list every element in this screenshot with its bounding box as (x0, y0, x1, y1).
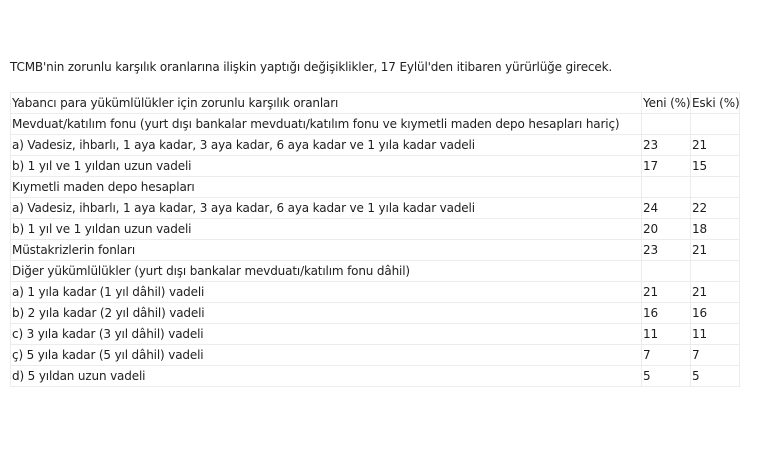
table-row (11, 345, 740, 366)
table-row (11, 156, 740, 177)
row-yeni-cell: 24 (642, 198, 691, 219)
row-label-cell: ç) 5 yıla kadar (5 yıl dâhil) vadeli (11, 345, 642, 366)
row-eski-cell: 15 (691, 156, 740, 177)
table-row (11, 177, 740, 198)
row-eski-cell (691, 261, 740, 282)
row-label-cell: b) 2 yıla kadar (2 yıl dâhil) vadeli (11, 303, 642, 324)
table-row (11, 135, 740, 156)
row-label-cell: Müstakrizlerin fonları (11, 240, 642, 261)
table-row (11, 198, 740, 219)
row-yeni-cell: 23 (642, 240, 691, 261)
table-header-row (11, 93, 740, 114)
row-yeni-cell: 11 (642, 324, 691, 345)
table-row (11, 261, 740, 282)
table-row (11, 324, 740, 345)
reserve-rates-table (10, 92, 740, 387)
header-eski-cell: Eski (%) (691, 93, 740, 114)
row-eski-cell: 21 (691, 240, 740, 261)
row-label-cell: d) 5 yıldan uzun vadeli (11, 366, 642, 387)
table-row (11, 303, 740, 324)
row-yeni-cell: 16 (642, 303, 691, 324)
row-yeni-cell: 21 (642, 282, 691, 303)
row-label-cell: a) Vadesiz, ihbarlı, 1 aya kadar, 3 aya kadar, 6 aya kadar ve 1 yıla kadar vadeli (11, 198, 642, 219)
table-row (11, 240, 740, 261)
row-eski-cell: 21 (691, 282, 740, 303)
header-label-cell: Yabancı para yükümlülükler için zorunlu karşılık oranları (11, 93, 642, 114)
row-eski-cell: 5 (691, 366, 740, 387)
table-row (11, 366, 740, 387)
row-eski-cell: 11 (691, 324, 740, 345)
row-eski-cell (691, 114, 740, 135)
row-eski-cell: 22 (691, 198, 740, 219)
row-yeni-cell: 7 (642, 345, 691, 366)
page-title: TCMB'nin zorunlu karşılık oranlarına ilişkin yaptığı değişiklikler, 17 Eylül'den itibaren yürürlüğe girecek. (10, 60, 613, 74)
row-label-cell: Mevduat/katılım fonu (yurt dışı bankalar mevduatı/katılım fonu ve kıymetli maden depo hesapları hariç) (11, 114, 642, 135)
row-label-cell: b) 1 yıl ve 1 yıldan uzun vadeli (11, 219, 642, 240)
table-row (11, 114, 740, 135)
row-eski-cell: 18 (691, 219, 740, 240)
row-label-cell: Diğer yükümlülükler (yurt dışı bankalar mevduatı/katılım fonu dâhil) (11, 261, 642, 282)
row-yeni-cell (642, 114, 691, 135)
row-label-cell: a) Vadesiz, ihbarlı, 1 aya kadar, 3 aya kadar, 6 aya kadar ve 1 yıla kadar vadeli (11, 135, 642, 156)
table-row (11, 219, 740, 240)
row-yeni-cell (642, 261, 691, 282)
row-label-cell: a) 1 yıla kadar (1 yıl dâhil) vadeli (11, 282, 642, 303)
row-eski-cell: 16 (691, 303, 740, 324)
row-label-cell: b) 1 yıl ve 1 yıldan uzun vadeli (11, 156, 642, 177)
row-yeni-cell: 20 (642, 219, 691, 240)
row-eski-cell: 7 (691, 345, 740, 366)
row-eski-cell (691, 177, 740, 198)
table-row (11, 282, 740, 303)
row-yeni-cell: 5 (642, 366, 691, 387)
row-label-cell: Kıymetli maden depo hesapları (11, 177, 642, 198)
row-label-cell: c) 3 yıla kadar (3 yıl dâhil) vadeli (11, 324, 642, 345)
header-yeni-cell: Yeni (%) (642, 93, 691, 114)
row-yeni-cell (642, 177, 691, 198)
row-eski-cell: 21 (691, 135, 740, 156)
row-yeni-cell: 17 (642, 156, 691, 177)
row-yeni-cell: 23 (642, 135, 691, 156)
